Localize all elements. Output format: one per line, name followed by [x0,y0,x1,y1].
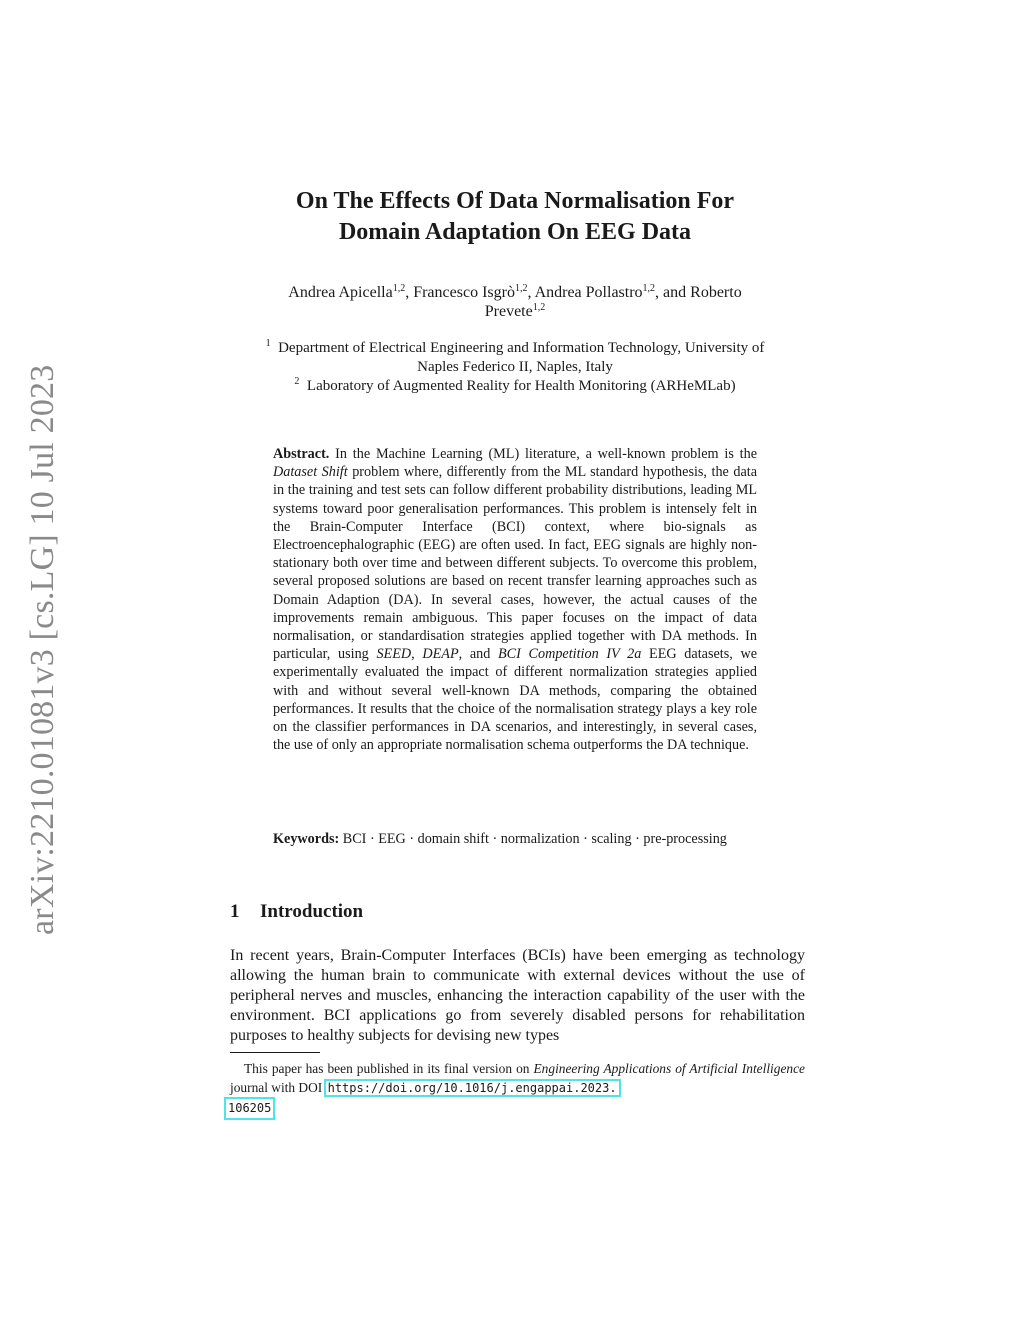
footnote [230,1059,805,1118]
affiliation-1-text: Department of Electrical Engineering and Information Technology, University of [278,340,765,356]
author-affiliation-mark: 1,2 [514,283,528,294]
author-name: Prevete [484,303,533,320]
keywords-text: BCI · EEG · domain shift · normalization · scaling · pre-processing [339,831,727,847]
author-affiliation-mark: 1,2 [642,283,656,294]
abstract-text: , and [458,646,498,663]
author-name: Andrea Apicella [288,284,393,301]
footnote-text: journal with DOI [230,1080,326,1095]
title-line-1: On The Effects Of Data Normalisation For [295,188,735,214]
author-name: , and Roberto [655,284,742,301]
section-number: 1 [230,901,240,922]
abstract-emphasis: SEED [376,646,412,663]
affiliation-mark: 1 [265,338,271,349]
abstract-text: In the Machine Learning (ML) literature, a well-known problem is the [329,446,757,462]
affiliation-mark: 2 [294,376,300,387]
affiliation-2 [230,377,800,396]
affiliation-1-line-2: Naples Federico II, Naples, Italy [417,359,613,375]
author-list [230,283,800,321]
author-name: , Andrea Pollastro [527,284,643,301]
abstract-text: EEG datasets, we experimentally evaluated the impact of different normalization strategies applied with and without several well-known DA methods, comparing the obtained performances. It results that the choice of the normalisation strategy plays a key role on the classifier performances in DA scenarios, and interestingly, in several cases, the use of only an appropriate normalisation schema outperforms the DA technique. [273,646,757,754]
affiliation-1-line-1 [230,339,800,358]
section-body-text: In recent years, Brain-Computer Interfaces (BCIs) have been emerging as technology allowing the human brain to communicate with external devices without the use of peripheral nerves and muscles, enhancing the interaction capability of the user with the environment. BCI applications go from severely disabled persons for rehabilitation purposes to healthy subjects for devising new types [230,947,805,1044]
footnote-journal: Engineering Applications of Artificial Intelligence [533,1061,806,1076]
footnote-text: This paper has been published in its final version on [244,1061,534,1076]
abstract [273,445,757,754]
title-line-2: Domain Adaptation On EEG Data [338,219,692,245]
doi-link-continued[interactable]: 106205 [226,1099,273,1118]
abstract-emphasis: Dataset Shift [273,464,348,481]
author-name: , Francesco Isgrò [405,284,515,301]
keywords [273,830,757,848]
abstract-emphasis: BCI Competition IV 2a [498,646,642,663]
abstract-text: problem where, differently from the ML standard hypothesis, the data in the training and test sets can follow different probability distributions, leading ML systems toward poor generalisation performances. This problem is intensely felt in the Brain-Computer Interface (BCI) context, where bio-signals as Electroencephalographic (EEG) are often used. In fact, EEG signals are highly non-stationary both over time and between different subjects. To overcome this problem, several proposed solutions are based on recent transfer learning approaches such as Domain Adaption (DA). In several cases, however, the actual causes of the improvements remain ambiguous. This paper focuses on the impact of data normalisation, or standardisation strategies applied together with DA methods. In particular, using [273,464,757,663]
paper-title [230,186,800,248]
doi-link[interactable]: https://doi.org/10.1016/j.engappai.2023. [327,1081,617,1095]
footnote-divider [230,1052,320,1053]
author-affiliation-mark: 1,2 [392,283,406,294]
abstract-emphasis: DEAP [422,646,459,663]
section-title: Introduction [260,901,364,922]
arxiv-identifier: arXiv:2210.01081v3 [cs.LG] 10 Jul 2023 [24,364,61,935]
author-affiliation-mark: 1,2 [532,302,546,313]
affiliations [230,339,800,396]
abstract-text: , [411,646,423,663]
affiliation-2-text: Laboratory of Augmented Reality for Health Monitoring (ARHeMLab) [306,378,736,394]
abstract-label: Abstract. [273,446,330,462]
section-heading [230,901,800,923]
keywords-label: Keywords: [273,831,340,847]
